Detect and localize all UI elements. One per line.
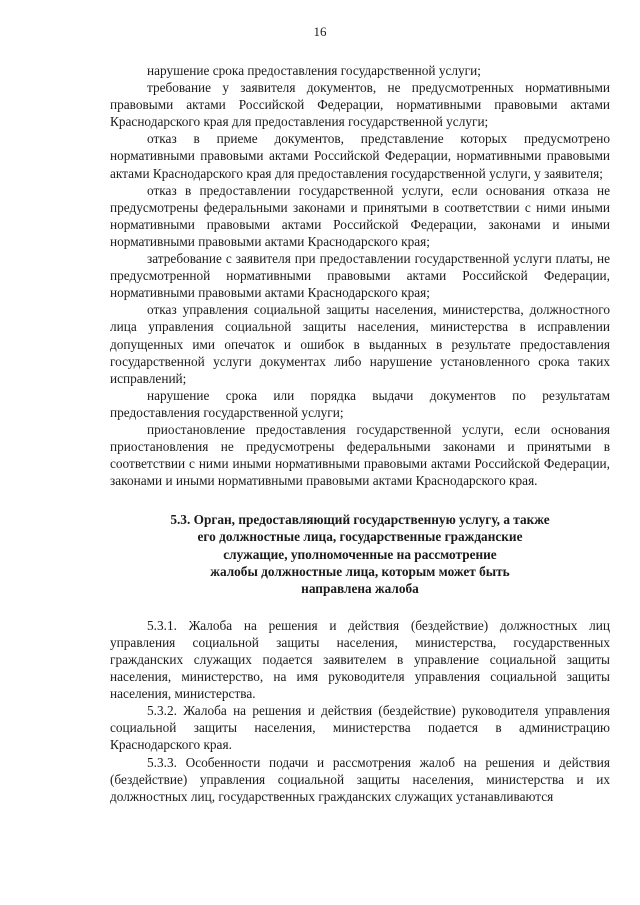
- document-body: [110, 62, 610, 805]
- section-paragraph: 5.3.1. Жалоба на решения и действия (бездействие) должностных лиц управления социальной защиты населения, министерства, государственных гражданских служащих подается заявителем в управление социальной защиты населения, министерство, на имя руководителя управления социальной защиты населения, министерства.: [110, 617, 610, 702]
- section-heading: [110, 511, 610, 596]
- list-item: требование у заявителя документов, не предусмотренных нормативными правовыми актами Российской Федерации, нормативными правовыми актами Краснодарского края для предоставления государственной услуги;: [110, 80, 610, 130]
- section-heading-line: его должностные лица, государственные гражданские: [197, 529, 523, 545]
- section-paragraph: 5.3.2. Жалоба на решения и действия (бездействие) руководителя управления социальной защиты населения, министерства подается в администрацию Краснодарского края.: [110, 703, 610, 753]
- list-item: нарушение срока или порядка выдачи документов по результатам предоставления государственной услуги;: [110, 387, 610, 420]
- list-item: отказ управления социальной защиты населения, министерства, должностного лица управления социальной защиты населения, министерства в исправлении допущенных ими опечаток и ошибок в выданных в результате предоставления государственной услуги документах либо нарушение установленного срока таких исправлений;: [110, 302, 610, 386]
- section-heading-line: 5.3. Орган, предоставляющий государственную услугу, а также: [170, 512, 550, 528]
- section-paragraph: 5.3.3. Особенности подачи и рассмотрения жалоб на решения и действия (бездействие) управления социальной защиты населения, министерства и их должностных лиц, государственных гражданских служащих устанавливаются: [110, 754, 610, 804]
- section-heading-line: жалобы должностные лица, которым может быть: [210, 563, 510, 579]
- list-item: отказ в предоставлении государственной услуги, если основания отказа не предусмотрены федеральными законами и принятыми в соответствии с ними иными нормативными правовыми актами Российской Федерации, законами и иными нормативными правовыми актами Краснодарского края;: [110, 182, 610, 249]
- page-number: 16: [313, 24, 327, 39]
- list-item: затребование с заявителя при предоставлении государственной услуги платы, не предусмотренной нормативными правовыми актами Российской Федерации, нормативными правовыми актами Краснодарского края;: [110, 251, 610, 301]
- list-item: приостановление предоставления государственной услуги, если основания приостановления не предусмотрены федеральными законами и принятыми в соответствии с ними иными нормативными правовыми актами Российской Федерации, законами и иными нормативными правовыми актами Краснодарского края.: [110, 421, 610, 489]
- section-heading-line: направлена жалоба: [301, 580, 419, 596]
- list-item: нарушение срока предоставления государственной услуги;: [147, 63, 481, 78]
- section-heading-line: служащие, уполномоченные на рассмотрение: [223, 546, 497, 562]
- list-item: отказ в приеме документов, представление которых предусмотрено нормативными правовыми актами Российской Федерации, нормативными правовыми актами Краснодарского края для предоставления государственной услуги, у заявителя;: [110, 131, 610, 181]
